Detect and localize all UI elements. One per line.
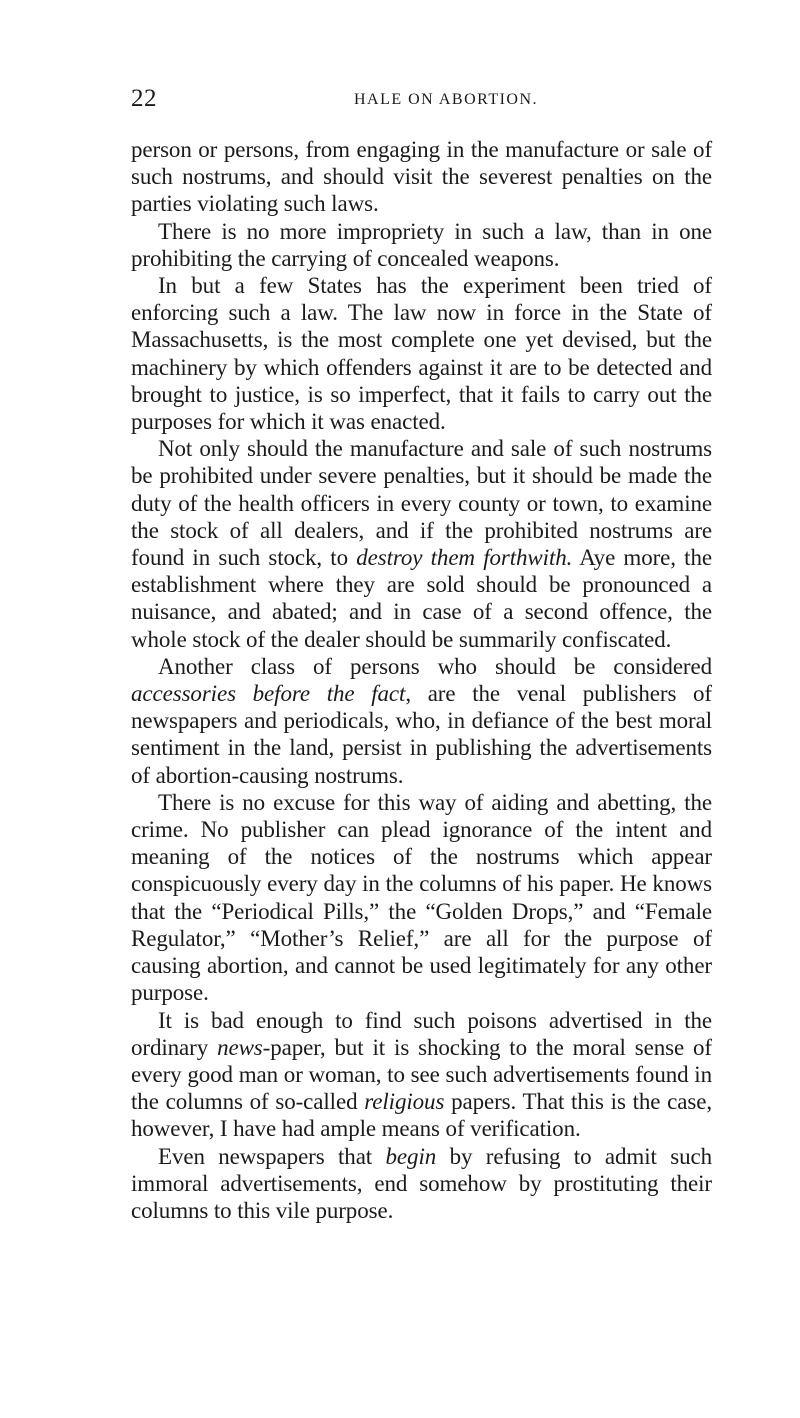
- italic-emphasis: religious: [364, 1089, 445, 1115]
- paragraph: [131, 653, 712, 789]
- text-segment: There is no more impropriety in such a law, than in one prohibiting the carrying of concealed weapons.: [131, 218, 712, 271]
- body-text: [131, 136, 712, 1386]
- italic-emphasis: begin: [385, 1143, 437, 1169]
- text-segment: In but a few States has the experiment been tried of enforcing such a law. The law now in force in the State of Massachusetts, is the most complete one yet devised, but the machinery by which offenders against it are to be detected and brought to justice, is so imperfect, that it fails to carry out the purposes for which it was enacted.: [131, 273, 712, 435]
- paragraph: [131, 789, 712, 1007]
- text-segment: by refusing to admit such immoral advertisements, end somehow by prostituting their columns to this vile purpose.: [131, 1143, 712, 1223]
- paragraph: [131, 1007, 712, 1143]
- page-number: 22: [131, 85, 157, 112]
- text-segment: person or persons, from engaging in the manufacture or sale of such nostrums, and should visit the severest penalties on the parties violating such laws.: [131, 137, 712, 217]
- text-segment: Even newspapers that: [158, 1143, 386, 1169]
- paragraph: [131, 272, 712, 435]
- page-header: [131, 84, 711, 114]
- text-segment: , are the venal publishers of newspapers and periodicals, who, in defiance of the best moral sentiment in the land, persist in publishing the advertisements of abortion-causing nostrums.: [131, 681, 712, 788]
- text-segment: Not only should the manufacture and sale of such nostrums be prohibited under severe penalties, but it should be made the duty of the health officers in every county or town, to examine the stock of all dealers, and if the prohibited nostrums are found in such stock, to: [131, 436, 712, 571]
- text-segment: papers. That this is the case, however, I have had ample means of verification.: [131, 1089, 713, 1142]
- italic-emphasis: destroy them forthwith.: [356, 545, 573, 571]
- paragraph: [131, 1143, 712, 1225]
- paragraph: [131, 435, 712, 653]
- italic-emphasis: accessories before the fact: [131, 681, 406, 707]
- italic-emphasis: news: [217, 1034, 263, 1060]
- running-head: HALE ON ABORTION.: [353, 91, 539, 108]
- text-segment: Another class of persons who should be considered: [158, 653, 712, 679]
- text-segment: -paper, but it is shocking to the moral sense of every good man or woman, to see such advertisements found in the columns of so-called: [131, 1034, 712, 1115]
- paragraph: [131, 218, 712, 272]
- text-segment: It is bad enough to find such poisons advertised in the ordinary: [131, 1007, 712, 1060]
- text-segment: There is no excuse for this way of aiding and abetting, the crime. No publisher can plead ignorance of the intent and meaning of the notices of the nostrums which appear conspicuously every day in the columns of his paper. He knows that the “Periodical Pills,” the “Golden Drops,” and “Female Regulator,” “Mother’s Relief,” are all for the purpose of causing abortion, and cannot be used legitimately for any other purpose.: [131, 789, 712, 1006]
- text-segment: Aye more, the establishment where they are sold should be pronounced a nuisance, and abated; and in case of a second offence, the whole stock of the dealer should be summarily confiscated.: [131, 545, 712, 652]
- paragraph: [131, 136, 712, 218]
